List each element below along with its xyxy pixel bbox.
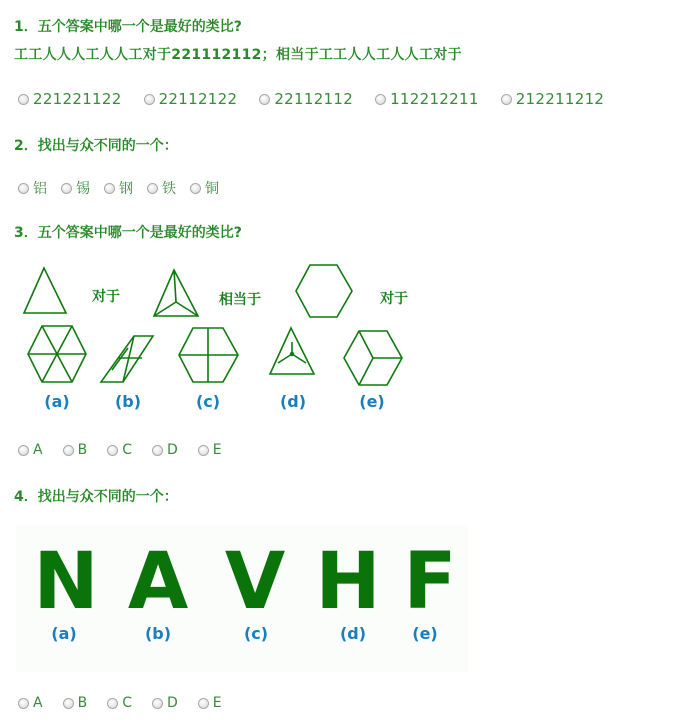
question-2-title: 2．找出与众不同的一个： [14, 138, 178, 154]
option-c-shape [179, 328, 238, 382]
letter-a: A [127, 537, 189, 627]
radio-button[interactable] [198, 698, 209, 709]
question-4-figure [16, 526, 468, 672]
option-d-shape [270, 328, 314, 374]
option-label-a: (a) [44, 392, 70, 411]
radio-button[interactable] [147, 183, 158, 194]
q2-option-1[interactable] [18, 178, 47, 198]
option-label: 锡 [76, 181, 90, 197]
radio-button[interactable] [198, 445, 209, 456]
option-label: 22112112 [274, 90, 354, 108]
option-label-d: (d) [339, 624, 367, 643]
option-label: C [122, 695, 132, 711]
q3-option-c[interactable] [107, 442, 132, 458]
radio-button[interactable] [104, 183, 115, 194]
relation-text-2: 相当于 [219, 292, 261, 308]
q2-option-4[interactable] [147, 178, 176, 198]
option-label-d: (d) [279, 392, 307, 411]
radio-button[interactable] [501, 94, 512, 105]
q3-option-e[interactable] [198, 442, 222, 458]
radio-button[interactable] [18, 445, 29, 456]
question-2-options [18, 178, 233, 198]
option-label: A [33, 442, 43, 458]
option-a-shape [28, 326, 86, 382]
option-e-shape [344, 331, 402, 385]
radio-button[interactable] [18, 698, 29, 709]
option-label: C [122, 442, 132, 458]
question-3-figure [16, 258, 426, 418]
q1-option-2[interactable] [144, 90, 238, 108]
radio-button[interactable] [18, 94, 29, 105]
radio-button[interactable] [152, 698, 163, 709]
q4-option-b[interactable] [63, 695, 88, 711]
option-label: 铝 [33, 181, 47, 197]
radio-button[interactable] [63, 698, 74, 709]
letter-f: F [403, 537, 457, 627]
option-label: E [212, 442, 222, 458]
question-4-title: 4．找出与众不同的一个： [14, 489, 178, 505]
option-label: E [212, 695, 222, 711]
q3-option-a[interactable] [18, 442, 43, 458]
option-label-c: (c) [243, 624, 269, 643]
option-label-b: (b) [114, 392, 142, 411]
center-dot [290, 352, 294, 356]
question-4-options [18, 695, 242, 711]
radio-button[interactable] [190, 183, 201, 194]
q1-option-3[interactable] [259, 90, 353, 108]
question-1-title: 1．五个答案中哪一个是最好的类比? [14, 19, 242, 35]
letter-n: N [33, 537, 99, 627]
relation-text-3: 对于 [380, 291, 408, 307]
radio-button[interactable] [144, 94, 155, 105]
letter-h: H [315, 537, 381, 627]
option-label-b: (b) [144, 624, 172, 643]
q4-option-c[interactable] [107, 695, 132, 711]
hexagon-shape [296, 265, 352, 317]
radio-button[interactable] [375, 94, 386, 105]
question-1-subtitle: 工工人人人工人人工对于221112112；相当于工工人人工人人工对于 [14, 47, 462, 63]
question-3-title: 3．五个答案中哪一个是最好的类比? [14, 225, 242, 241]
question-1-options [18, 90, 626, 108]
option-label: 112212211 [390, 90, 479, 108]
triangle-with-center-lines [154, 270, 198, 316]
option-label: 22112122 [158, 90, 238, 108]
question-3-options [18, 442, 242, 458]
q4-option-e[interactable] [198, 695, 222, 711]
option-label-e: (e) [359, 392, 385, 411]
q1-option-5[interactable] [501, 90, 605, 108]
option-label: B [77, 695, 88, 711]
option-label: 铁 [162, 181, 176, 197]
option-label: 铜 [205, 181, 219, 197]
option-label: 钢 [119, 181, 133, 197]
option-label-c: (c) [195, 392, 221, 411]
q3-option-b[interactable] [63, 442, 88, 458]
q1-option-1[interactable] [18, 90, 122, 108]
option-b-shape [101, 336, 153, 382]
radio-button[interactable] [107, 698, 118, 709]
letter-v: V [224, 537, 286, 627]
option-label: A [33, 695, 43, 711]
option-label-e: (e) [412, 624, 438, 643]
radio-button[interactable] [18, 183, 29, 194]
q2-option-2[interactable] [61, 178, 90, 198]
q4-option-a[interactable] [18, 695, 43, 711]
option-label-a: (a) [51, 624, 77, 643]
q3-option-d[interactable] [152, 442, 178, 458]
option-label: 212211212 [515, 90, 605, 108]
radio-button[interactable] [152, 445, 163, 456]
option-label: D [166, 442, 178, 458]
q4-option-d[interactable] [152, 695, 178, 711]
relation-text-1: 对于 [92, 289, 120, 305]
option-label: 221221122 [33, 90, 122, 108]
option-label: D [166, 695, 178, 711]
radio-button[interactable] [107, 445, 118, 456]
radio-button[interactable] [63, 445, 74, 456]
triangle-shape [24, 268, 66, 313]
radio-button[interactable] [61, 183, 72, 194]
q2-option-5[interactable] [190, 178, 219, 198]
q2-option-3[interactable] [104, 178, 133, 198]
radio-button[interactable] [259, 94, 270, 105]
q1-option-4[interactable] [375, 90, 479, 108]
option-label: B [77, 442, 88, 458]
